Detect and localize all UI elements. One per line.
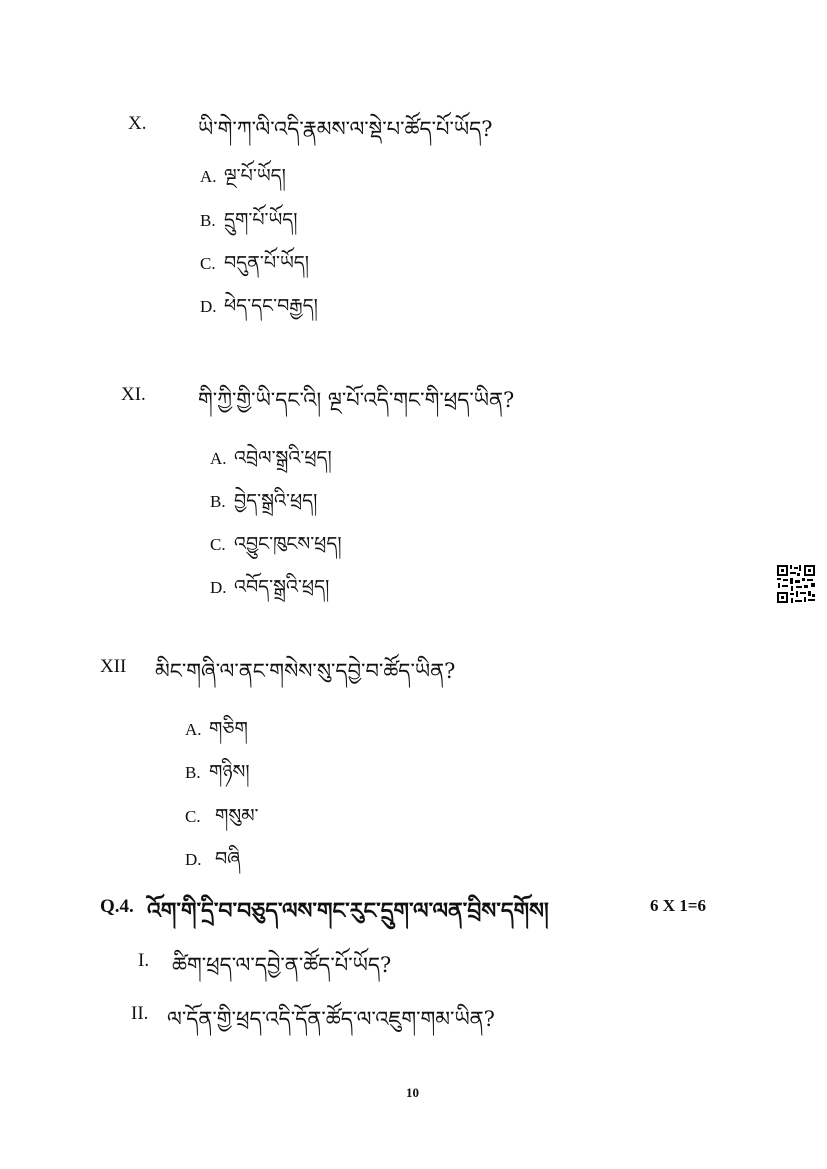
option-x-d	[200, 284, 318, 338]
option-letter: C.	[210, 535, 226, 554]
option-xii-d	[185, 837, 240, 891]
question-x-text: ཡི་གེ་ཀ་ལི་འདི་རྣམས་ལ་སྡེ་པ་ཚོད་པོ་ཡོད?	[198, 117, 493, 141]
option-letter: A.	[210, 449, 227, 468]
option-letter: D.	[200, 297, 217, 316]
option-letter: D.	[210, 578, 227, 597]
option-text: ལྔ་པོ་ཡོད།	[224, 165, 286, 187]
subquestion-ii-text: ལ་དོན་གྱི་ཕྲད་འདི་དོན་ཚོད་ལ་འཇུག་གམ་ཡིན?	[167, 1007, 495, 1031]
option-text: བདུན་པོ་ཡོད།	[224, 252, 310, 274]
option-letter: B.	[200, 211, 216, 230]
option-text: ཕེད་དང་བརྒྱད།	[224, 295, 318, 317]
option-text: གཅིག	[209, 718, 248, 740]
option-letter: A.	[200, 167, 217, 186]
qr-code-icon	[776, 564, 816, 604]
option-text: འབྲེལ་སྒྲའི་ཕྲད།	[234, 447, 332, 469]
option-text: གཉིས།	[209, 761, 250, 783]
page-number: 10	[406, 1085, 419, 1100]
option-letter: B.	[210, 492, 226, 511]
section-number: Q.4.	[100, 896, 134, 917]
option-xi-d	[210, 565, 329, 619]
section-instruction: འོག་གི་དྲི་བ་བཅུད་ལས་གང་རུང་དྲུག་ལ་ལན་བྲིས་དགོས།	[147, 898, 549, 924]
option-letter: A.	[185, 720, 202, 739]
option-letter: C.	[200, 254, 216, 273]
option-text: བྱེད་སྒྲའི་ཕྲད།	[234, 490, 318, 512]
option-text: དྲུག་པོ་ཡོད།	[224, 209, 298, 231]
option-letter: C.	[185, 807, 201, 826]
option-letter: D.	[185, 850, 202, 869]
subquestion-ii-number: II.	[131, 1003, 149, 1024]
question-xii-text: མིང་གཞི་ལ་ནང་གསེས་སུ་དབྱེ་བ་ཚོད་ཡིན?	[155, 659, 456, 683]
option-text: འབྱུང་ཁུངས་ཕྲད།	[234, 533, 342, 555]
question-x-number: X.	[128, 113, 147, 134]
subquestion-i-number: I.	[138, 950, 150, 971]
section-marks: 6 X 1=6	[650, 896, 706, 915]
subquestion-i-text: ཚིག་ཕྲད་ལ་དབྱེ་ན་ཚོད་པོ་ཡོད?	[172, 953, 392, 977]
question-xii-number: XII	[100, 656, 127, 677]
option-letter: B.	[185, 763, 201, 782]
question-xi-number: XI.	[121, 384, 146, 405]
option-text: གསུམ་	[215, 805, 259, 827]
option-text: འབོད་སྒྲའི་ཕྲད།	[234, 576, 330, 598]
question-xi-text: གི་ཀྱི་གྱི་ཡི་དང་འི། ལྔ་པོ་འདི་གང་གི་ཕྲད་ཡིན?	[198, 388, 515, 412]
option-text: བཞི	[215, 848, 241, 870]
